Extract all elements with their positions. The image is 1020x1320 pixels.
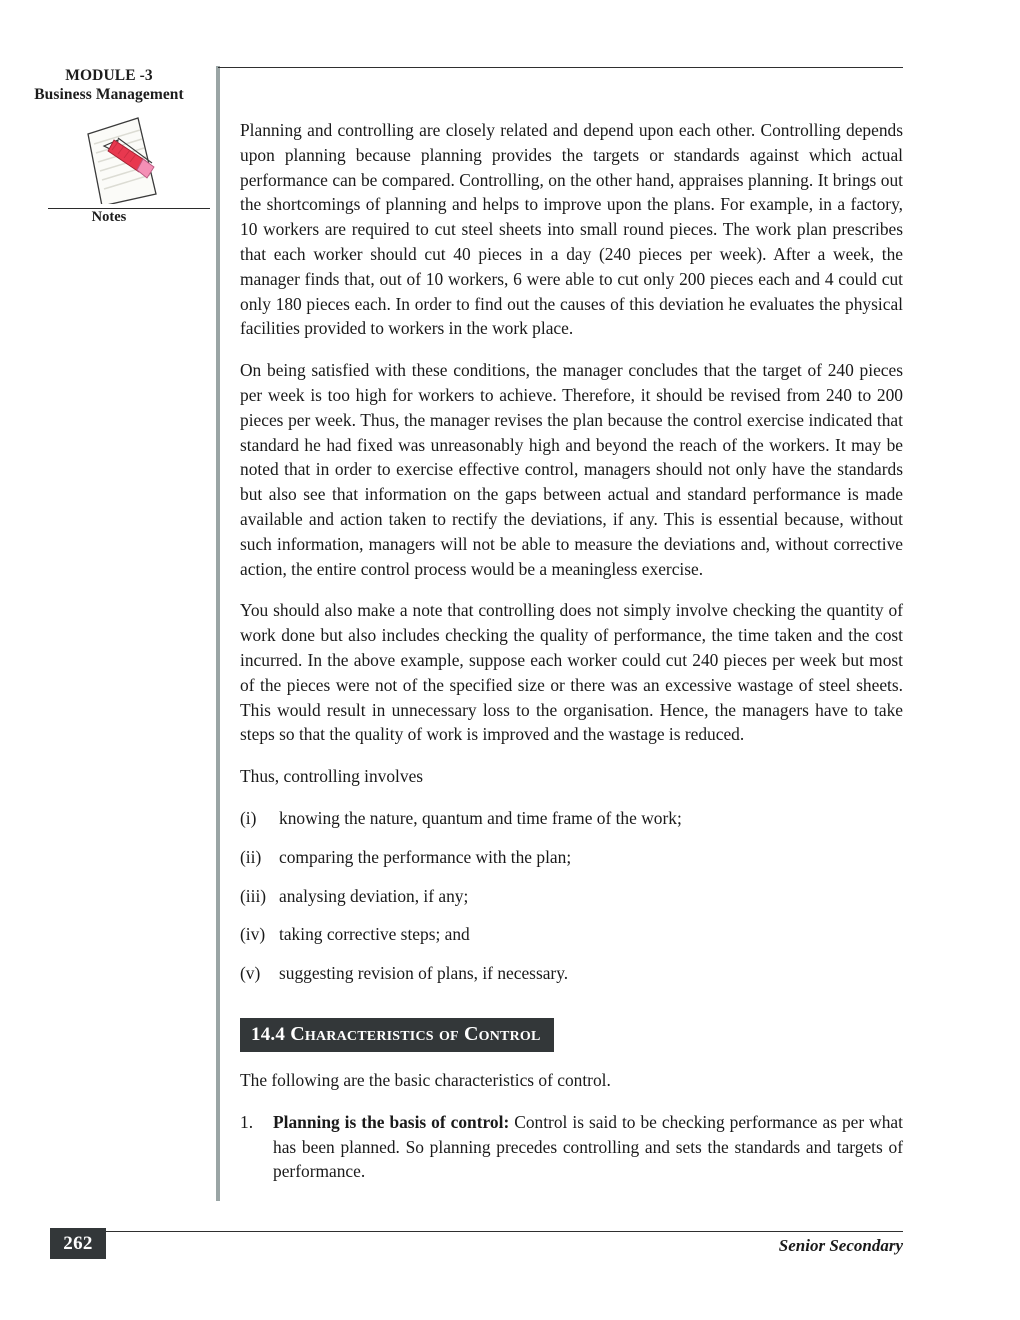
page-number-badge [50,1228,106,1259]
page-number-text: 262 [63,1232,93,1254]
list-marker: (iv) [240,924,266,945]
list-item-text: Control is said to be checking performance as per what has been planned. So planning precedes controlling and sets the standards and targets of performance. [273,1111,903,1182]
list-marker: (ii) [240,846,262,867]
footer-horizontal-rule [105,1231,903,1232]
notes-label [0,203,218,225]
list-item [240,961,903,986]
section-heading-banner [240,1018,554,1052]
list-item-lead: Planning is the basis of control: [273,1111,510,1132]
paragraph-2: On being satisfied with these conditions, the manager concludes that the target of 240 pieces per week is too high for workers to achieve. Therefore, it should be revised from 240 to 200 pieces per week. Thus, the manager revises the plan because the control exercise indicated that standard he had fixed was unreasonably high and beyond the reach of the workers. It may be noted that in order to exercise effective control, managers should not only have the standards but also see that information on the gaps between actual and standard performance is made available and action taken to rectify the deviations, if any. This is essential because, without such information, managers will not be able to measure the deviations and, without corrective action, the entire control process would be a meaningless exercise. [240,360,903,579]
module-subject: Business Management [34,86,184,103]
list-item [240,806,903,831]
notepad-pencil-icon [60,112,180,204]
section-intro: The following are the basic characteristics of control. [240,1069,611,1090]
top-horizontal-rule [218,67,903,68]
list-item-text: knowing the nature, quantum and time frame of the work; [279,807,682,828]
list-item-text: taking corrective steps; and [279,924,470,945]
footer-label: Senior Secondary [778,1236,903,1255]
left-margin-column [0,0,218,1320]
list-item [240,884,903,909]
main-content-column [240,118,903,1196]
list-item-text: analysing deviation, if any; [279,885,469,906]
notes-label-text: Notes [86,209,133,225]
paragraph-1: Planning and controlling are closely related and depend upon each other. Controlling depends upon planning because planning provides the targets or standards against which actual performance can be compared. Controlling, on the other hand, appraises planning. It brings out the shortcomings of planning and helps to improve upon the plans. For example, in a factory, 10 workers are required to cut steel sheets into small round pieces. The work plan prescribes that each worker should cut 40 pieces in a day (240 pieces per week). After a week, the manager finds that, out of 10 workers, 6 were able to cut only 200 pieces each and 4 could cut only 180 pieces each. In order to find out the causes of this deviation he evaluates the physical facilities provided to workers in the work place. [240,120,903,339]
list-item-text: comparing the performance with the plan; [279,846,572,867]
vertical-divider-bar [216,66,220,1201]
list-marker: (iii) [240,885,267,906]
paragraph-4-lead-in: Thus, controlling involves [240,766,424,787]
section-title: Characteristics of Control [290,1022,541,1045]
module-number: MODULE -3 [65,67,153,84]
list-marker: (i) [240,807,257,828]
list-marker: (v) [240,963,261,984]
module-header [0,66,218,104]
paragraph-3: You should also make a note that controlling does not simply involve checking the quantity of work done but also includes checking the quality of performance, the time taken and the cost incurred. In the above example, suppose each worker could cut 240 pieces per week but most of the pieces were not of the specified size or there was an excessive wastage of steel sheets. This would result in unnecessary loss to the organisation. Hence, the managers have to take steps so that the quality of work is improved and the wastage is reduced. [240,600,903,745]
characteristics-list [240,1110,903,1184]
list-item [240,1110,903,1184]
section-number: 14.4 [251,1023,286,1045]
list-item [240,845,903,870]
controlling-involves-list [240,806,903,986]
list-item [240,922,903,947]
list-number: 1. [240,1111,254,1132]
list-item-text: suggesting revision of plans, if necessary. [279,963,569,984]
